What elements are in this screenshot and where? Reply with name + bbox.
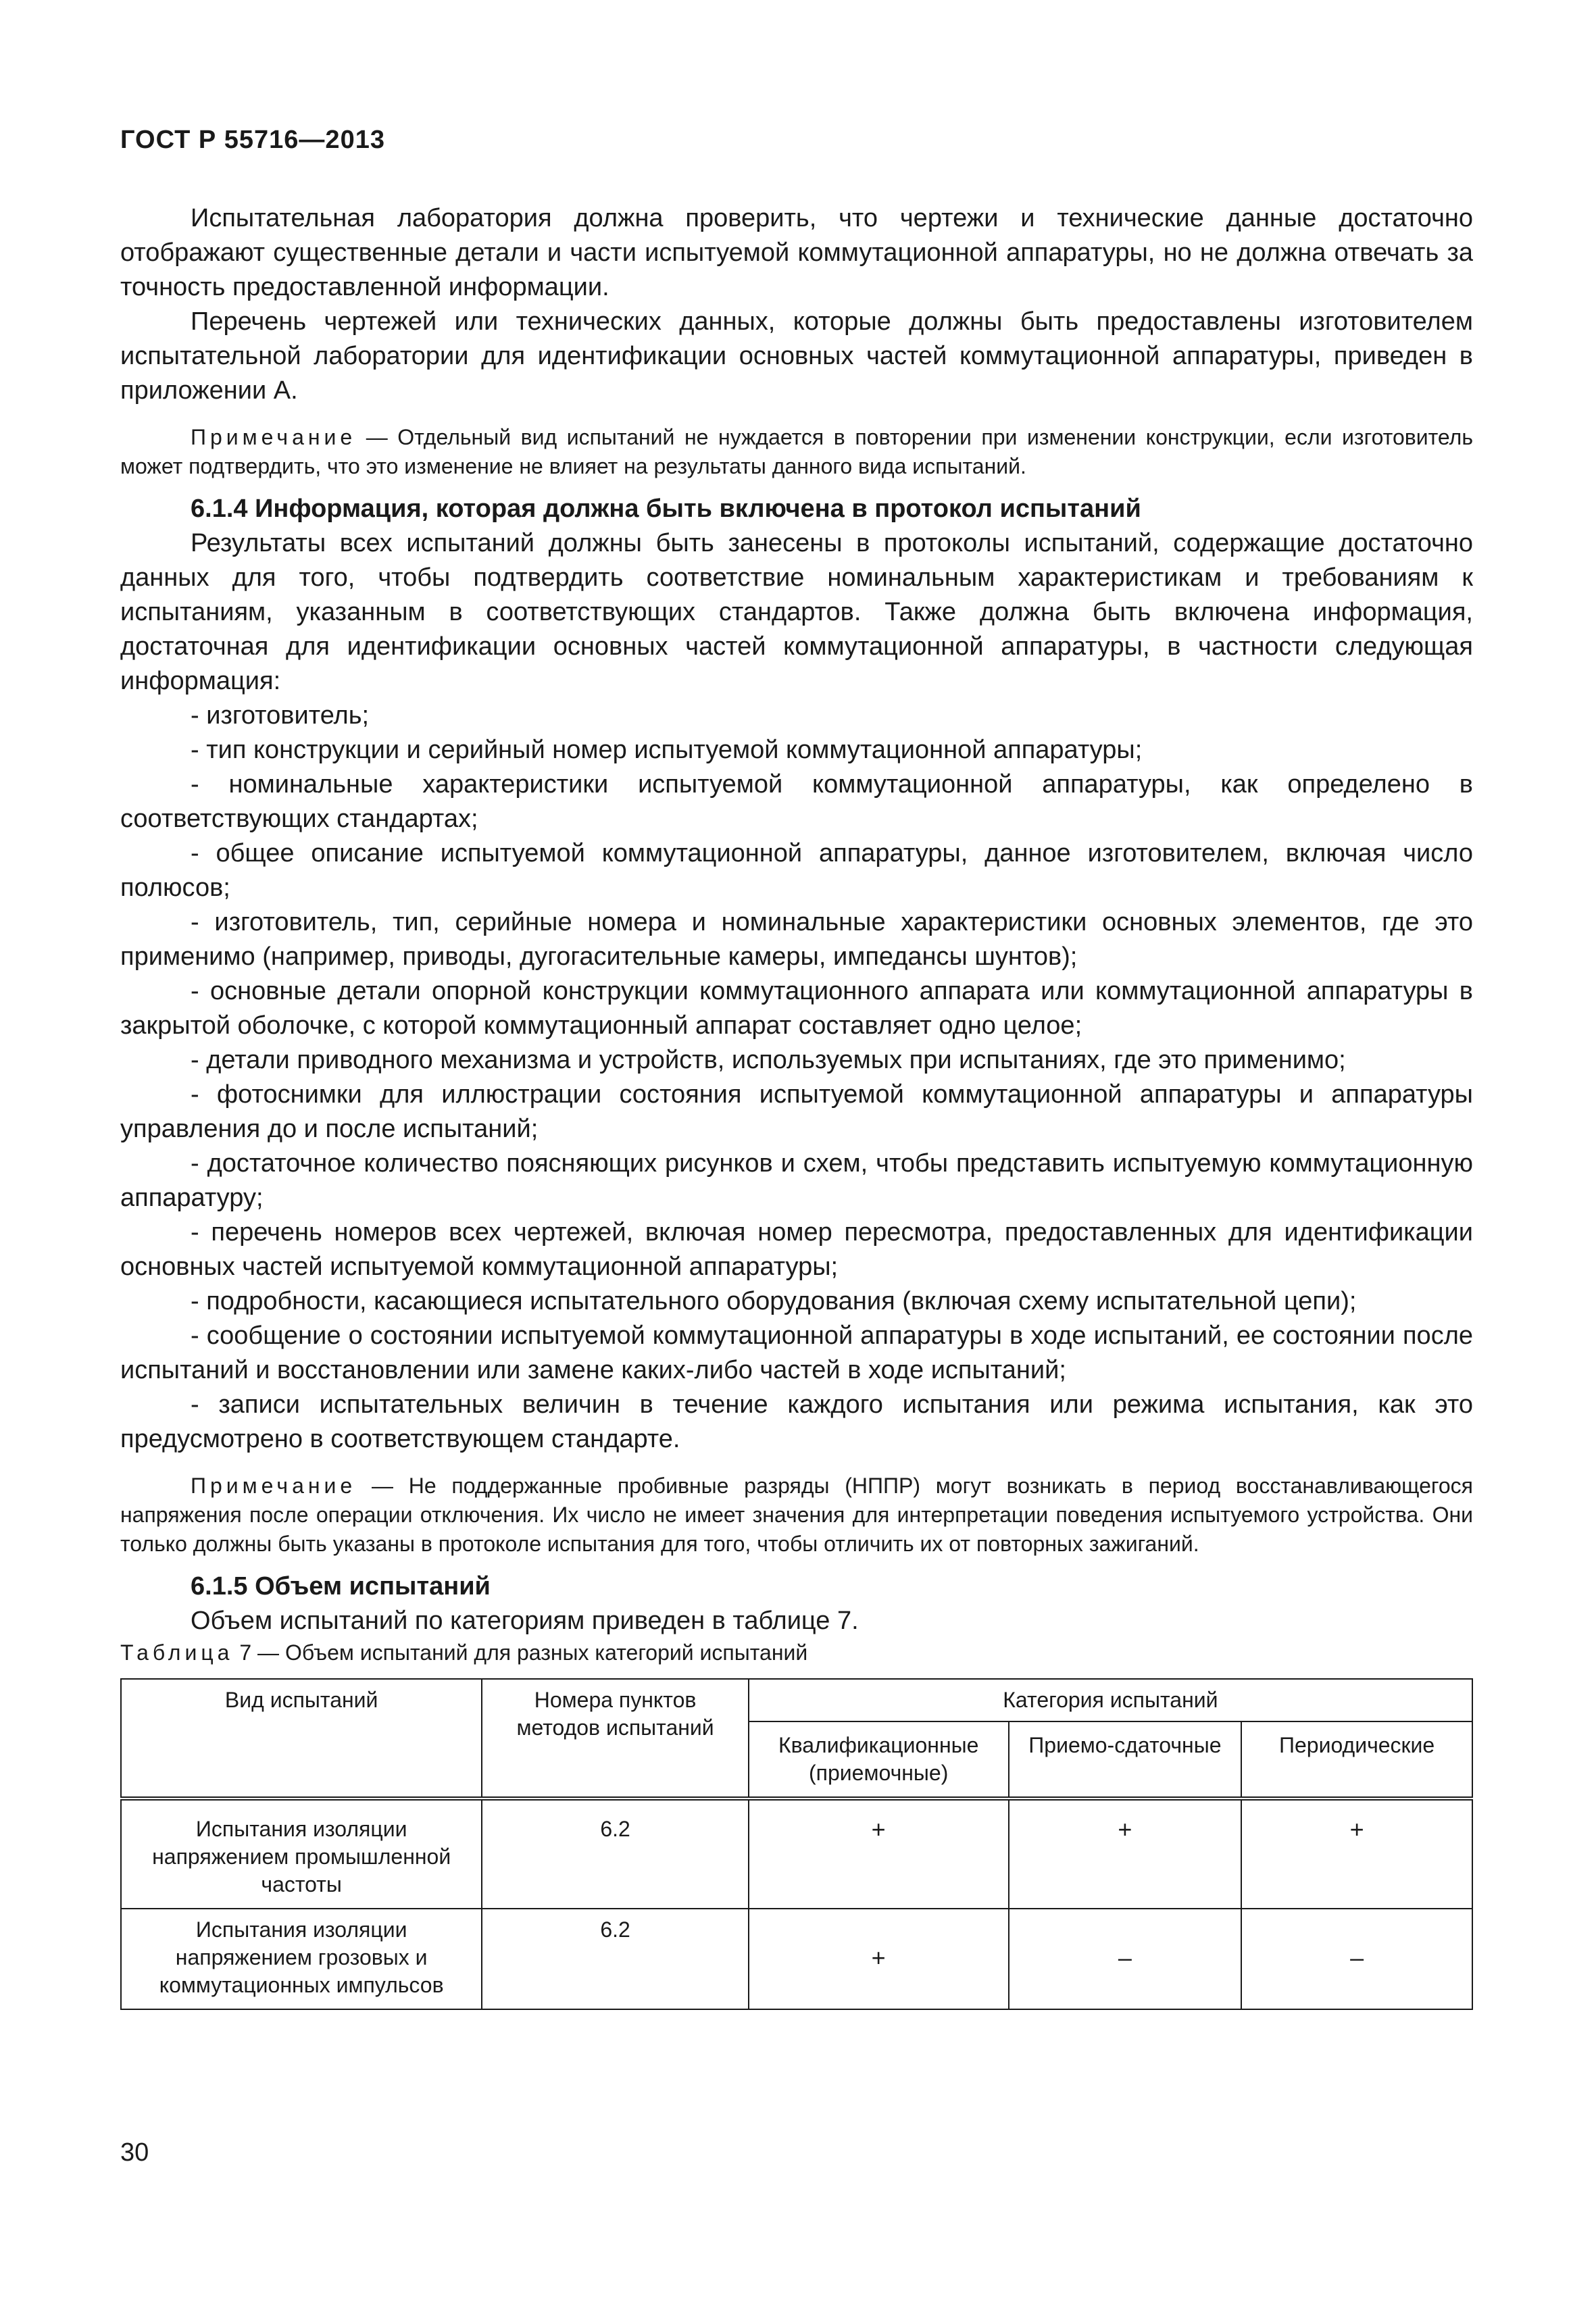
table-caption-label: Таблица	[120, 1640, 234, 1665]
list-item: - изготовитель, тип, серийные номера и номинальные характеристики основных элементов, где это применимо (например, приводы, дугогасительные камеры, импедансы шунтов);	[120, 908, 1473, 971]
table-row	[121, 1799, 1472, 1909]
note-text: — Отдельный вид испытаний не нуждается в повторении при изменении конструкции, если изготовитель может подтвердить, что это изменение не влияет на результаты данного вида испытаний.	[120, 425, 1473, 478]
cell-acceptance: +	[1009, 1799, 1242, 1909]
list-item: - сообщение о состоянии испытуемой коммутационной аппаратуры в ходе испытаний, ее состоянии после испытаний и восстановлении или замене каких-либо частей в ходе испытаний;	[120, 1322, 1473, 1384]
header-test-type: Вид испытаний	[121, 1679, 482, 1799]
table-row	[121, 1909, 1472, 2009]
list-item: - номинальные характеристики испытуемой коммутационной аппаратуры, как определено в соответствующих стандартах;	[120, 770, 1473, 833]
cell-qualification: +	[749, 1799, 1009, 1909]
note	[120, 423, 1473, 481]
list-item: - записи испытательных величин в течение каждого испытания или режима испытания, как это предусмотрено в соответствующем стандарте.	[120, 1390, 1473, 1453]
list-item: - основные детали опорной конструкции коммутационного аппарата или коммутационной аппаратуры в закрытой оболочке, с которой коммутационный аппарат составляет одно целое;	[120, 977, 1473, 1040]
cell-qualification: +	[749, 1909, 1009, 2009]
cell-periodic: –	[1241, 1909, 1472, 2009]
paragraph: Перечень чертежей или технических данных, которые должны быть предоставлены изготовителем испытательной лаборатории для идентификации основных частей коммутационной аппаратуры, приведен в приложении А.	[120, 307, 1473, 405]
list-item: - достаточное количество поясняющих рисунков и схем, чтобы представить испытуемую коммутационную аппаратуру;	[120, 1149, 1473, 1212]
section-heading-6-1-4: 6.1.4 Информация, которая должна быть включена в протокол испытаний	[191, 495, 1141, 523]
list-item: - изготовитель;	[191, 701, 370, 730]
header-test-category: Категория испытаний	[749, 1679, 1472, 1721]
list-item: - общее описание испытуемой коммутационной аппаратуры, данное изготовителем, включая число полюсов;	[120, 839, 1473, 902]
cell-test-type: Испытания изоляции напряжением промышленной частоты	[121, 1799, 482, 1909]
list-item: - перечень номеров всех чертежей, включая номер пересмотра, предоставленных для идентификации основных частей испытуемой коммутационной аппаратуры;	[120, 1218, 1473, 1281]
page-number: 30	[120, 2138, 149, 2167]
header-clause-numbers: Номера пунктов методов испытаний	[482, 1679, 748, 1799]
note-text: — Не поддержанные пробивные разряды (НППР) могут возникать в период восстанавливающегося напряжения после операции отключения. Их число не имеет значения для интерпретации поведения испытуемого устройства. Они только должны быть указаны в протоколе испытания для того, чтобы отличить их от повторных зажиганий.	[120, 1474, 1473, 1556]
paragraph: Объем испытаний по категориям приведен в таблице 7.	[191, 1607, 859, 1635]
cell-clause: 6.2	[482, 1909, 748, 2009]
list-item: - детали приводного механизма и устройств, используемых при испытаниях, где это применимо;	[191, 1046, 1346, 1074]
section-heading-6-1-5: 6.1.5 Объем испытаний	[191, 1572, 491, 1601]
list-item: - тип конструкции и серийный номер испытуемой коммутационной аппаратуры;	[191, 736, 1143, 764]
page-content	[120, 201, 1473, 2010]
table-7	[120, 1678, 1473, 2010]
list-item: - подробности, касающиеся испытательного оборудования (включая схему испытательной цепи);	[191, 1287, 1357, 1315]
table-caption-text: 7 — Объем испытаний для разных категорий испытаний	[233, 1640, 808, 1665]
document-header: ГОСТ Р 55716—2013	[120, 126, 385, 154]
paragraph: Испытательная лаборатория должна проверить, что чертежи и технические данные достаточно отображают существенные детали и части испытуемой коммутационной аппаратуры, но не должна отвечать за точность предоставленной информации.	[120, 204, 1473, 301]
cell-acceptance: –	[1009, 1909, 1242, 2009]
cell-periodic: +	[1241, 1799, 1472, 1909]
note-label: Примечание	[191, 425, 357, 449]
cell-clause: 6.2	[482, 1799, 748, 1909]
note-label: Примечание	[191, 1474, 357, 1498]
note	[120, 1472, 1473, 1559]
paragraph: Результаты всех испытаний должны быть занесены в протоколы испытаний, содержащие достаточно данных для того, чтобы подтвердить соответствие номинальным характеристикам и требованиям к испытаниям, указанным в соответствующих стандартов. Также должна быть включена информация, достаточная для идентификации основных частей коммутационной аппаратуры, в частности следующая информация:	[120, 529, 1473, 695]
cell-test-type: Испытания изоляции напряжением грозовых и коммутационных импульсов	[121, 1909, 482, 2009]
header-qualification: Квалификационные (приемочные)	[749, 1721, 1009, 1799]
table-caption	[120, 1638, 1473, 1667]
list-item: - фотоснимки для иллюстрации состояния испытуемой коммутационной аппаратуры и аппаратуры управления до и после испытаний;	[120, 1080, 1473, 1143]
header-acceptance: Приемо-сдаточные	[1009, 1721, 1242, 1799]
header-periodic: Периодические	[1241, 1721, 1472, 1799]
